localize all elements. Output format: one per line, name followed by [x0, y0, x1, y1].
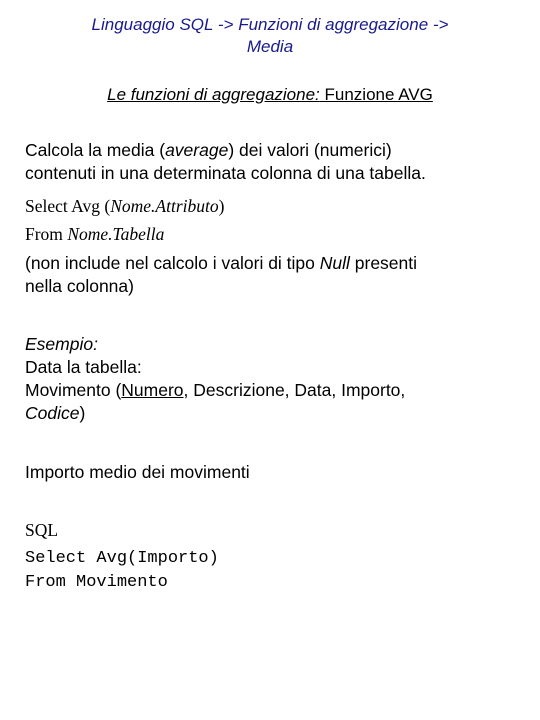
title-line-1: Linguaggio SQL -> Funzioni di aggregazione ->	[91, 15, 449, 34]
desc-text: Calcola la media (	[25, 140, 166, 160]
note-line-2: nella colonna)	[25, 276, 134, 296]
subtitle-rest: Funzione AVG	[319, 85, 433, 104]
schema-close: )	[79, 403, 86, 423]
syntax-select-keyword: Select Avg (	[25, 196, 111, 216]
example-schema-line-2	[25, 402, 525, 425]
desc-text-end: ) dei valori (numerici)	[228, 140, 392, 160]
description-block	[25, 139, 525, 185]
schema-attributes: , Descrizione, Data, Importo,	[183, 380, 406, 400]
description-line-1	[25, 139, 525, 162]
note-text: (non include nel calcolo i valori di tipo	[25, 253, 320, 273]
note-block	[25, 252, 525, 298]
example-intro: Data la tabella:	[25, 357, 142, 377]
schema-table-name: Movimento (	[25, 380, 122, 400]
syntax-select-close: )	[218, 196, 225, 216]
syntax-select-argument: Nome.Attributo	[110, 196, 219, 216]
desc-average: average	[165, 140, 229, 160]
note-line-1	[25, 252, 525, 275]
title-line-2: Media	[246, 37, 294, 56]
note-text-end: presenti	[349, 253, 418, 273]
example-block	[25, 333, 525, 425]
slide-title	[0, 14, 540, 58]
sql-label: SQL	[25, 520, 59, 540]
syntax-from-keyword: From	[25, 224, 68, 244]
syntax-from-line	[25, 223, 525, 246]
example-label: Esempio:	[25, 334, 98, 354]
sql-code-line-1: Select Avg(Importo)	[25, 549, 219, 568]
section-subtitle	[0, 84, 540, 106]
syntax-select-line	[25, 195, 525, 218]
schema-primary-key: Numero	[121, 380, 184, 400]
syntax-from-argument: Nome.Tabella	[67, 224, 165, 244]
schema-foreign-key: Codice	[25, 403, 80, 423]
query-description: Importo medio dei movimenti	[25, 462, 250, 482]
example-schema-line-1	[25, 379, 525, 402]
sql-code-line-2: From Movimento	[25, 573, 168, 592]
description-line-2: contenuti in una determinata colonna di una tabella.	[25, 163, 426, 183]
subtitle-italic: Le funzioni di aggregazione:	[107, 85, 320, 104]
note-null: Null	[319, 253, 350, 273]
